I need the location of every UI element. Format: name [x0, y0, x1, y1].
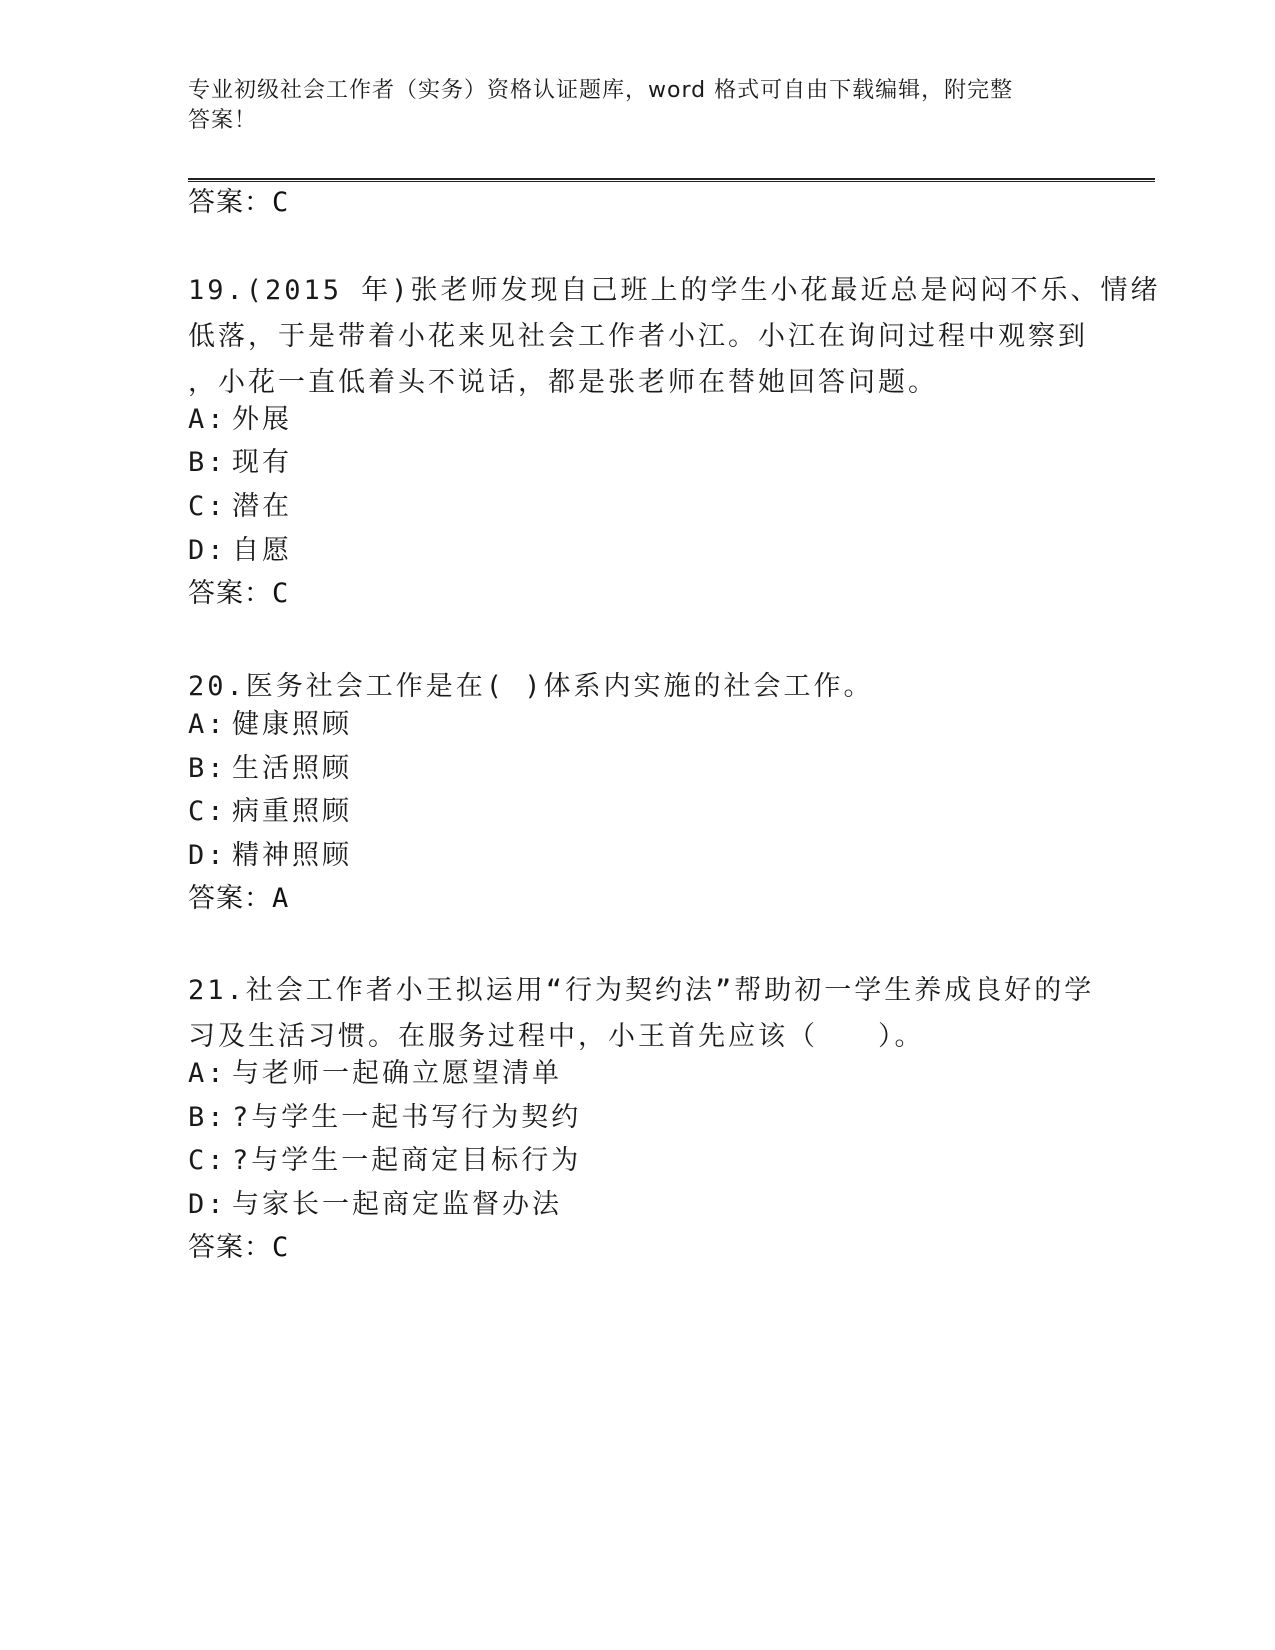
option-text: 生活照顾 — [232, 753, 352, 784]
option-text: 潜在 — [232, 491, 292, 522]
question-text-line: 21.社会工作者小王拟运用“行为契约法”帮助初一学生养成良好的学 — [188, 975, 1095, 1006]
header-divider — [188, 178, 1155, 182]
option-letter: D: — [188, 1189, 227, 1220]
question-21 — [188, 968, 1095, 1060]
option-b — [188, 1098, 581, 1138]
answer-value: A — [272, 883, 290, 914]
option-letter: B: — [188, 1102, 227, 1133]
option-text: 与家长一起商定监督办法 — [232, 1189, 562, 1220]
option-a — [188, 400, 292, 440]
option-letter: C: — [188, 491, 227, 522]
question-text-line: 19.(2015 年)张老师发现自己班上的学生小花最近总是闷闷不乐、情绪 — [188, 275, 1161, 306]
option-text: 外展 — [232, 404, 292, 435]
option-text: 病重照顾 — [232, 796, 352, 827]
option-text: ?与学生一起商定目标行为 — [232, 1145, 582, 1176]
option-letter: D: — [188, 535, 227, 566]
answer-value: C — [272, 1232, 290, 1263]
question-text-line: 20.医务社会工作是在( )体系内实施的社会工作。 — [188, 671, 874, 702]
answer-label: 答案： — [188, 578, 272, 609]
question-text-line: 习及生活习惯。在服务过程中，小王首先应该（ ）。 — [188, 1021, 925, 1052]
option-text: 自愿 — [232, 535, 292, 566]
answer-line — [188, 577, 289, 611]
question-20 — [188, 664, 1088, 710]
option-c — [188, 1141, 581, 1181]
option-letter: A: — [188, 709, 227, 740]
answer-line — [188, 1231, 289, 1265]
option-d — [188, 836, 352, 876]
option-letter: B: — [188, 753, 227, 784]
option-d — [188, 531, 292, 571]
header-line-2: 答案！ — [188, 108, 258, 133]
option-letter: C: — [188, 1145, 227, 1176]
option-a — [188, 705, 352, 745]
answer-label: 答案： — [188, 1232, 272, 1263]
option-b — [188, 749, 352, 789]
answer-line — [188, 186, 289, 220]
option-c — [188, 792, 352, 832]
document-header — [188, 76, 1088, 136]
answer-label: 答案： — [188, 187, 272, 218]
answer-label: 答案： — [188, 883, 272, 914]
option-d — [188, 1185, 562, 1225]
answer-value: C — [272, 578, 290, 609]
option-letter: B: — [188, 447, 227, 478]
option-text: 健康照顾 — [232, 709, 352, 740]
header-line-1: 专业初级社会工作者（实务）资格认证题库，word 格式可自由下载编辑，附完整 — [188, 78, 1014, 103]
option-letter: C: — [188, 796, 227, 827]
question-19 — [188, 268, 1161, 406]
answer-value: C — [272, 187, 290, 218]
option-letter: A: — [188, 404, 227, 435]
option-a — [188, 1054, 562, 1094]
option-text: 精神照顾 — [232, 840, 352, 871]
option-c — [188, 487, 292, 527]
option-text: 现有 — [232, 447, 292, 478]
answer-line — [188, 882, 289, 916]
question-text-line: 低落，于是带着小花来见社会工作者小江。小江在询问过程中观察到 — [188, 321, 1088, 352]
question-text-line: ，小花一直低着头不说话，都是张老师在替她回答问题。 — [188, 367, 938, 398]
option-b — [188, 443, 292, 483]
option-letter: A: — [188, 1058, 227, 1089]
option-text: ?与学生一起书写行为契约 — [232, 1102, 582, 1133]
option-text: 与老师一起确立愿望清单 — [232, 1058, 562, 1089]
option-letter: D: — [188, 840, 227, 871]
